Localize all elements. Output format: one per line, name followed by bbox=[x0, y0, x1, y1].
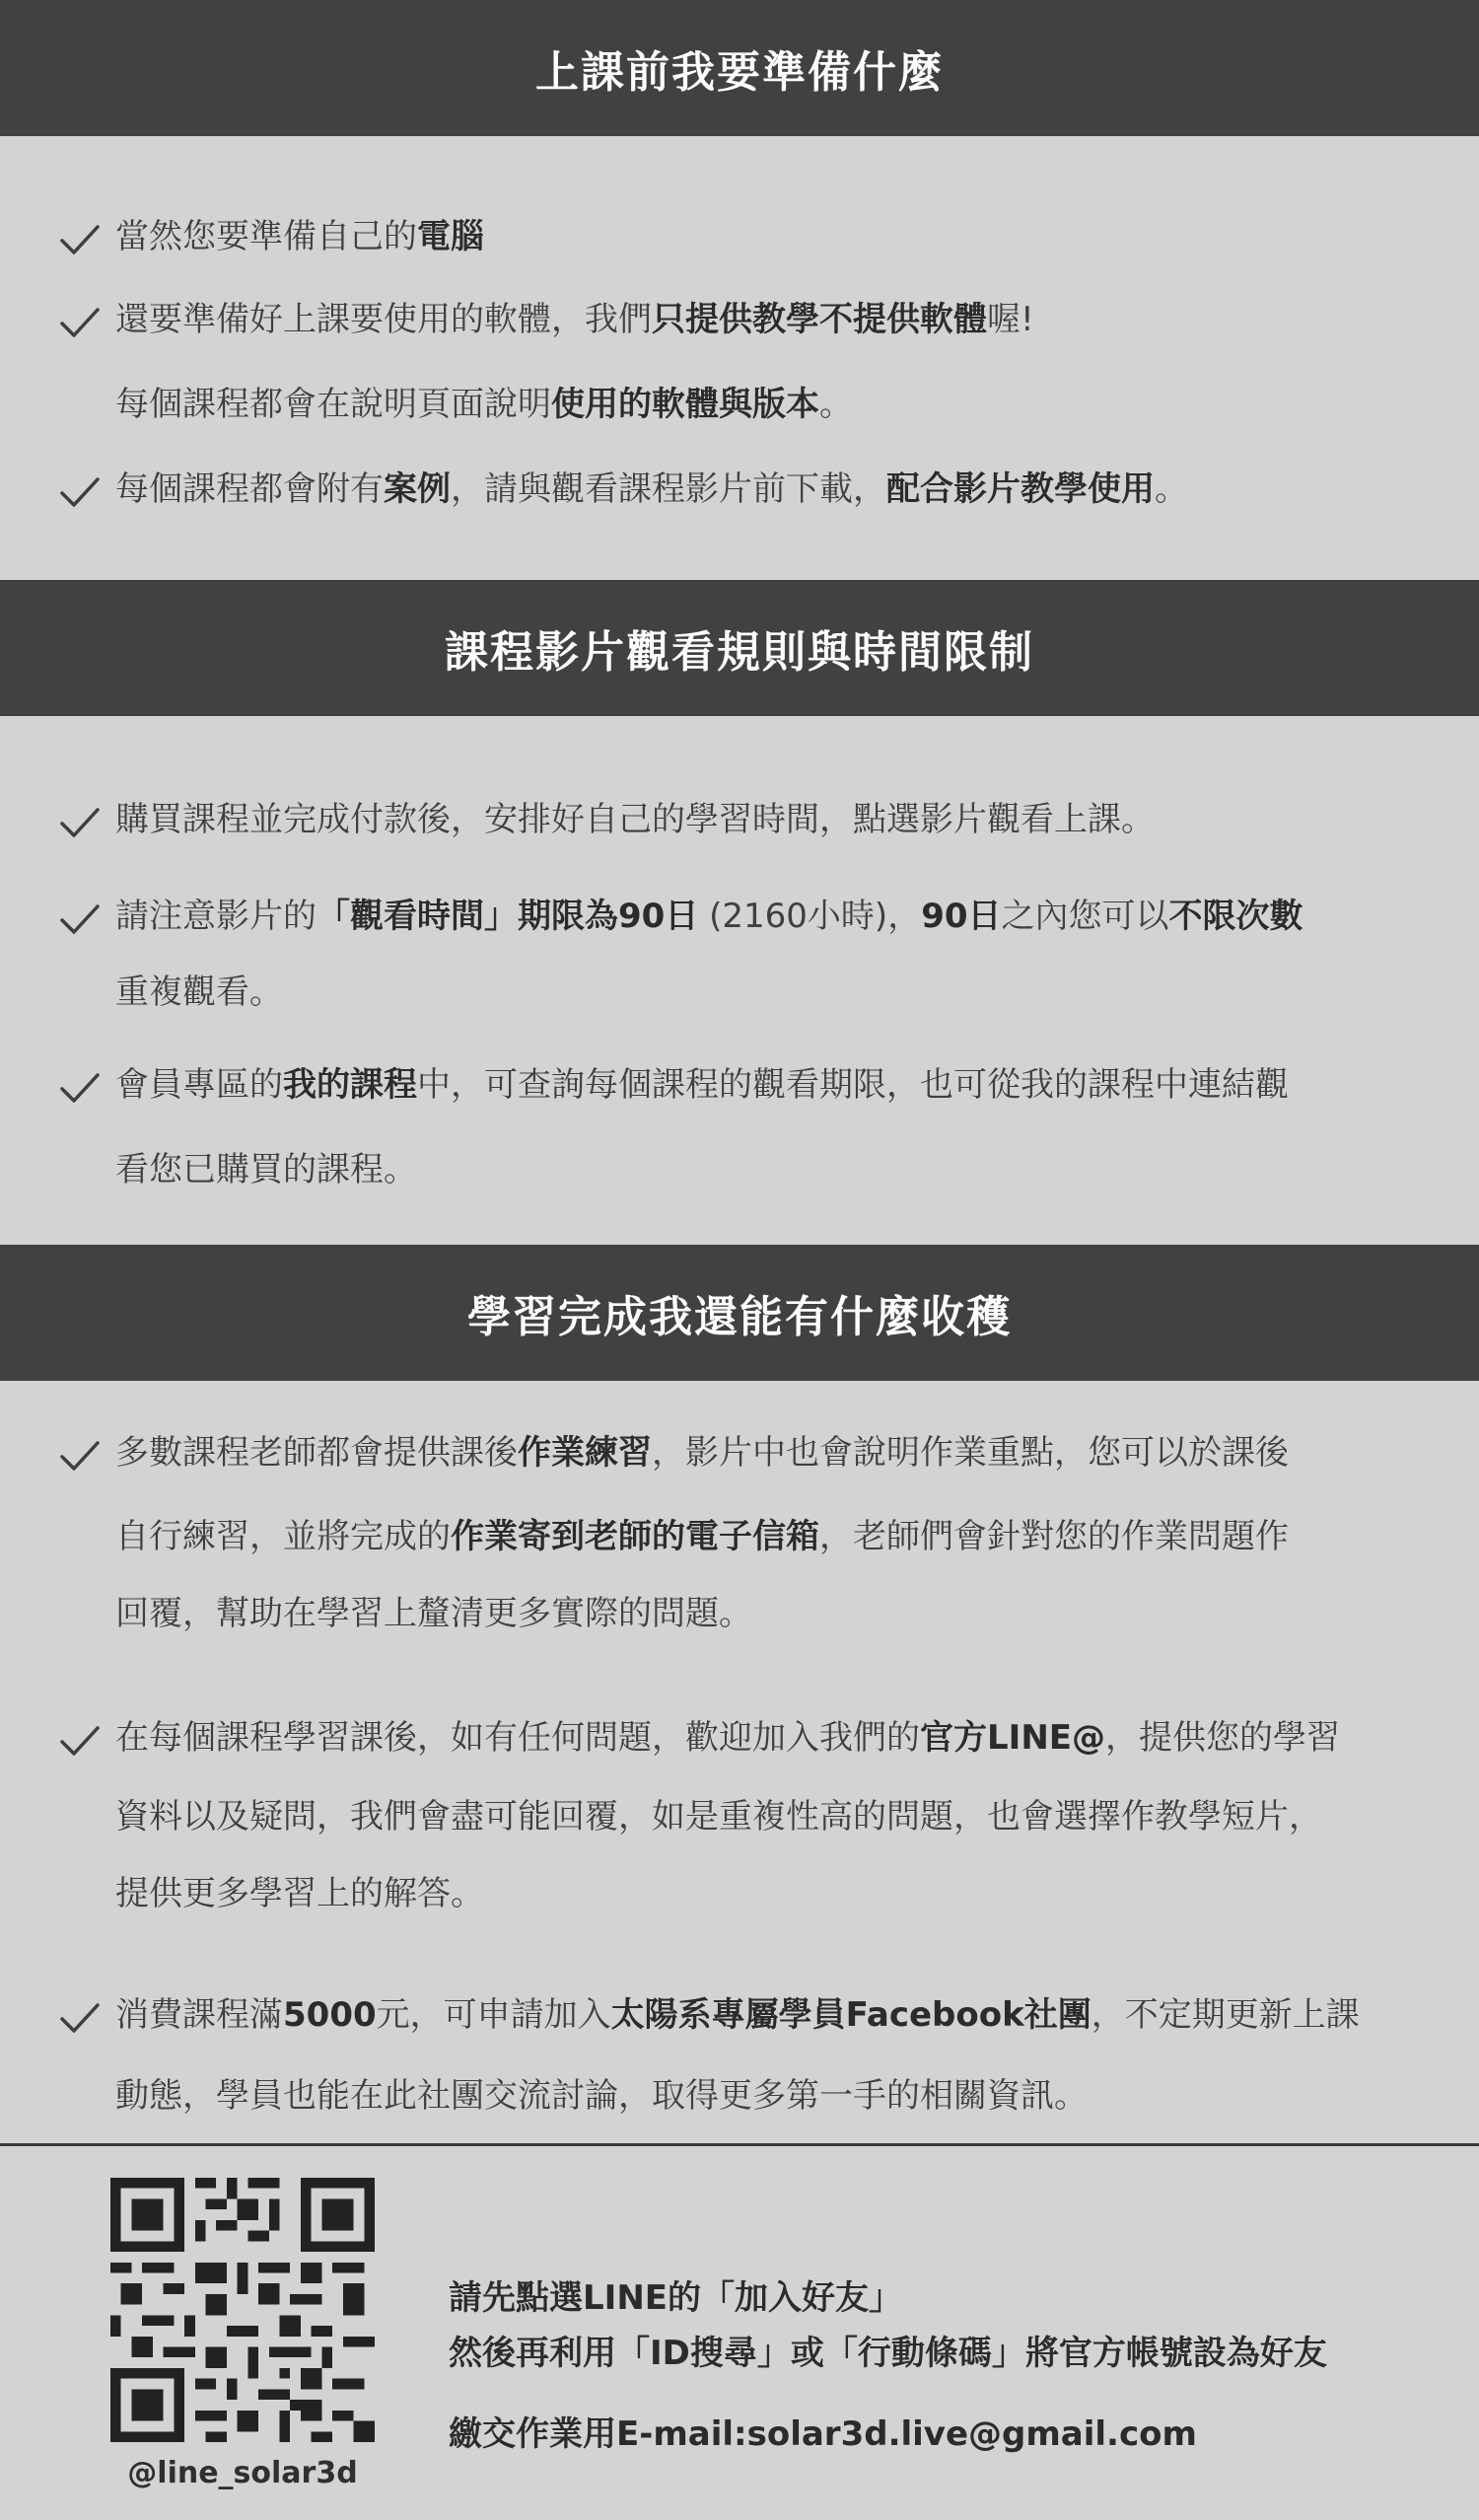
list-item-continued: 回覆，幫助在學習上釐清更多實際的問題。 bbox=[115, 1594, 752, 1633]
checkmark-icon bbox=[59, 1997, 101, 2039]
line-id-caption: @line_solar3d bbox=[127, 2456, 358, 2490]
checkmark-icon bbox=[59, 1435, 101, 1476]
list-item: 在每個課程學習課後，如有任何問題，歡迎加入我們的官方LINE@，提供您的學習 bbox=[115, 1718, 1340, 1758]
list-item-continued: 提供更多學習上的解答。 bbox=[115, 1874, 484, 1913]
list-item-continued: 每個課程都會在說明頁面說明使用的軟體與版本。 bbox=[115, 385, 853, 424]
footer-instruction-2: 然後再利用「ID搜尋」或「行動條碼」將官方帳號設為好友 bbox=[449, 2334, 1327, 2373]
checkmark-icon bbox=[59, 1067, 101, 1109]
list-item: 請注意影片的「觀看時間」期限為90日 (2160小時)，90日之內您可以不限次數 bbox=[115, 897, 1303, 936]
list-item: 消費課程滿5000元，可申請加入太陽系專屬學員Facebook社團，不定期更新上課 bbox=[115, 1995, 1360, 2035]
list-item: 購買課程並完成付款後，安排好自己的學習時間，點選影片觀看上課。 bbox=[115, 800, 1155, 839]
list-item-continued: 看您已購買的課程。 bbox=[115, 1150, 417, 1189]
checkmark-icon bbox=[59, 302, 101, 343]
section-title: 學習完成我還能有什麼收穫 bbox=[467, 1292, 1012, 1342]
section-header-prepare bbox=[0, 0, 1479, 136]
list-item-continued: 資料以及疑問，我們會盡可能回覆，如是重複性高的問題，也會選擇作教學短片， bbox=[115, 1797, 1322, 1836]
checkmark-icon bbox=[59, 802, 101, 843]
checkmark-icon bbox=[59, 899, 101, 940]
section-header-rules bbox=[0, 580, 1479, 716]
list-item: 多數課程老師都會提供課後作業練習，影片中也會說明作業重點，您可以於課後 bbox=[115, 1433, 1289, 1473]
qr-code-icon[interactable] bbox=[110, 2178, 375, 2442]
section-header-benefits bbox=[0, 1245, 1479, 1381]
list-item: 會員專區的我的課程中，可查詢每個課程的觀看期限，也可從我的課程中連結觀 bbox=[115, 1065, 1289, 1105]
list-item: 當然您要準備自己的電腦 bbox=[115, 217, 484, 256]
checkmark-icon bbox=[59, 219, 101, 260]
checkmark-icon bbox=[59, 471, 101, 513]
list-item-continued: 動態，學員也能在此社團交流討論，取得更多第一手的相關資訊。 bbox=[115, 2076, 1088, 2116]
list-item-continued: 自行練習，並將完成的作業寄到老師的電子信箱，老師們會針對您的作業問題作 bbox=[115, 1517, 1289, 1556]
checkmark-icon bbox=[59, 1720, 101, 1762]
section-title: 上課前我要準備什麼 bbox=[535, 47, 944, 98]
list-item: 每個課程都會附有案例，請與觀看課程影片前下載，配合影片教學使用。 bbox=[115, 469, 1188, 509]
list-item: 還要準備好上課要使用的軟體，我們只提供教學不提供軟體喔! bbox=[115, 300, 1034, 339]
list-item-continued: 重複觀看。 bbox=[115, 972, 283, 1012]
divider bbox=[0, 2143, 1479, 2146]
section-title: 課程影片觀看規則與時間限制 bbox=[445, 627, 1034, 678]
footer-email[interactable]: 繳交作業用E-mail:solar3d.live@gmail.com bbox=[449, 2414, 1197, 2454]
footer-instruction-1: 請先點選LINE的「加入好友」 bbox=[449, 2278, 902, 2318]
